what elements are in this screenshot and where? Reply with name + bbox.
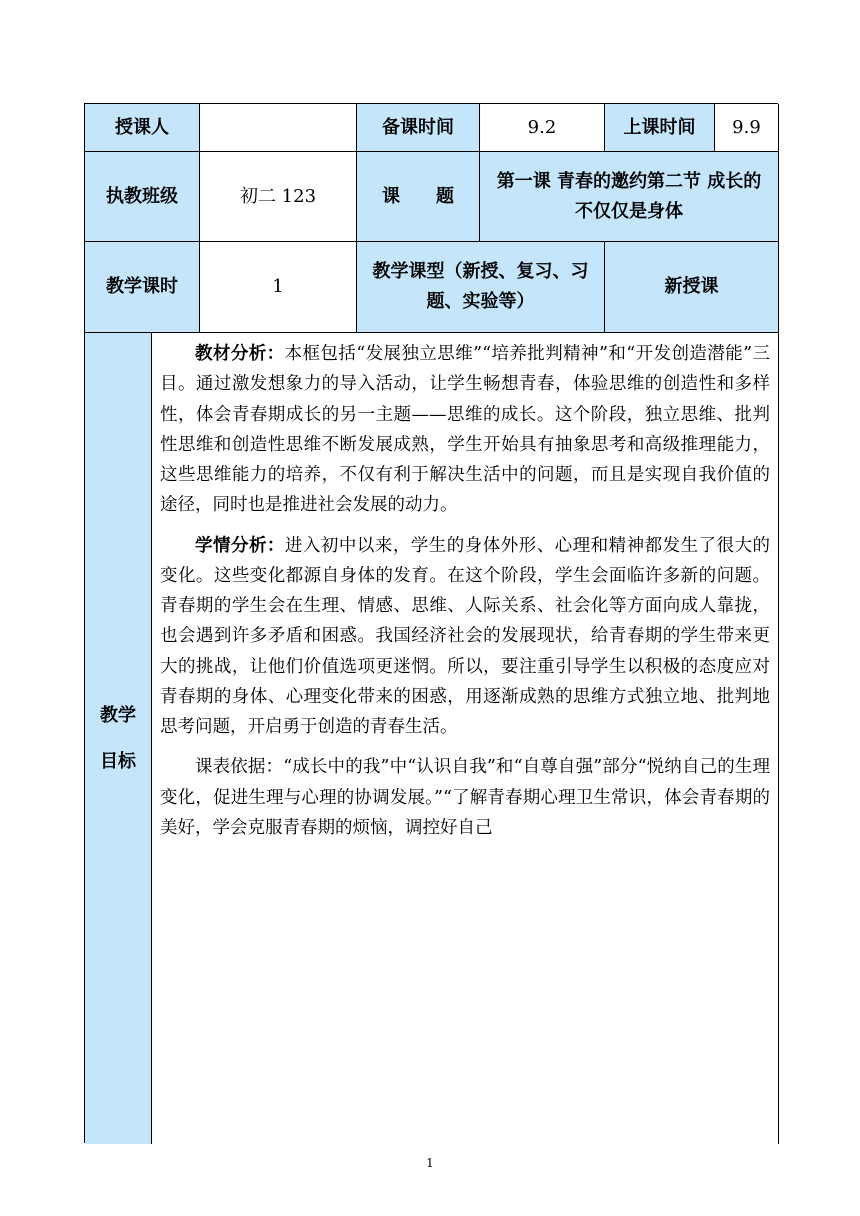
lesson-plan-table [84, 103, 778, 1143]
student-analysis-paragraph [160, 531, 770, 743]
topic-label: 课 题 [357, 152, 480, 242]
lesson-type-value: 新授课 [605, 242, 779, 333]
curriculum-basis-text: 课表依据：“成长中的我”中“认识自我”和“自尊自强”部分“悦纳自己的生理变化，促进生理与心理的协调发展。”“了解青春期心理卫生常识，体会青春期的美好，学会克服青春期的烦恼，调控好自己 [160, 757, 770, 838]
prep-time-label: 备课时间 [357, 104, 480, 152]
teacher-label: 授课人 [85, 104, 200, 152]
hours-value: 1 [200, 242, 357, 333]
class-time-value: 9.9 [715, 104, 779, 152]
material-analysis-paragraph [160, 339, 770, 521]
teacher-value [200, 104, 357, 152]
hours-label: 教学课时 [85, 242, 200, 333]
prep-time-value: 9.2 [480, 104, 605, 152]
class-label: 执教班级 [85, 152, 200, 242]
teaching-goals-label-line1: 教学 [100, 704, 136, 726]
class-value: 初二 123 [200, 152, 357, 242]
material-analysis-text: 本框包括“发展独立思维”“培养批判精神”和“开发创造潜能”三目。通过激发想象力的导入活动，让学生畅想青春，体验思维的创造性和多样性，体会青春期成长的另一主题——思维的成长。这个阶段，独立思维、批判性思维和创造性思维不断发展成熟，学生开始具有抽象思考和高级推理能力，这些思维能力的培养，不仅有利于解决生活中的问题，而且是实现自我价值的途径，同时也是推进社会发展的动力。 [160, 344, 770, 516]
student-analysis-text: 进入初中以来，学生的身体外形、心理和精神都发生了很大的变化。这些变化都源自身体的发育。在这个阶段，学生会面临许多新的问题。青春期的学生会在生理、情感、思维、人际关系、社会化等方面向成人靠拢，也会遇到许多矛盾和困惑。我国经济社会的发展现状，给青春期的学生带来更大的挑战，让他们价值选项更迷惘。所以，要注重引导学生以积极的态度应对青春期的身体、心理变化带来的困惑，用逐渐成熟的思维方式独立地、批判地思考问题，开启勇于创造的青春生活。 [160, 535, 771, 738]
topic-value: 第一课 青春的邀约第二节 成长的不仅仅是身体 [480, 152, 779, 242]
page-number: 1 [426, 1156, 434, 1170]
teaching-goals-content [152, 333, 779, 1144]
student-analysis-heading: 学情分析： [195, 535, 285, 556]
lesson-type-label: 教学课型（新授、复习、习题、实验等） [357, 242, 605, 333]
class-time-label: 上课时间 [605, 104, 715, 152]
teaching-goals-label-line2: 目标 [100, 750, 136, 772]
curriculum-basis-paragraph [160, 752, 770, 843]
teaching-goals-label [85, 333, 152, 1144]
material-analysis-heading: 教材分析： [195, 344, 285, 364]
